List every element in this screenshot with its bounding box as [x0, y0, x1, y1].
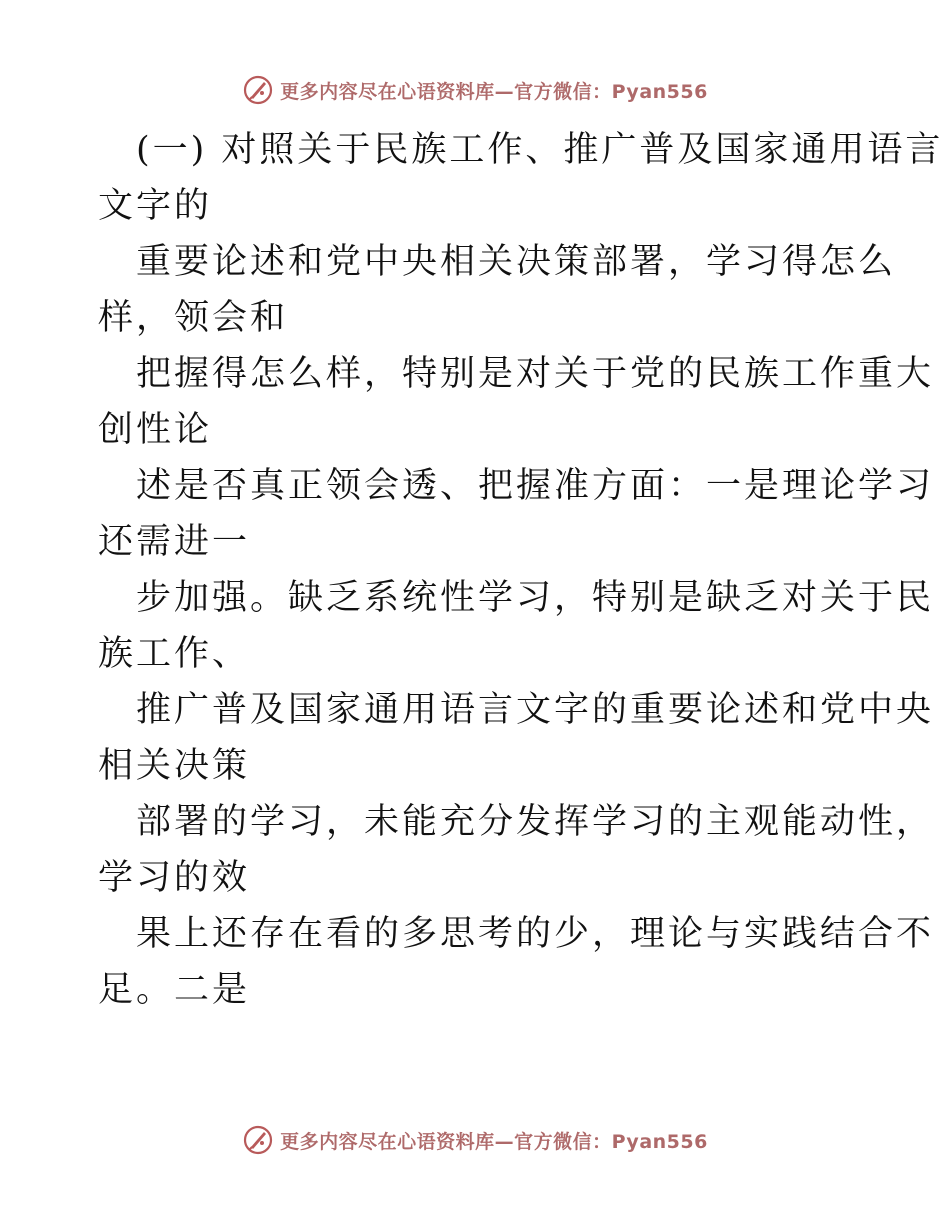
paragraph-line: 推广普及国家通用语言文字的重要论述和党中央 相关决策: [98, 690, 935, 786]
paragraph-line: (一) 对照关于民族工作、推广普及国家通用语言 文字的: [98, 130, 944, 226]
footer-watermark: [0, 1122, 950, 1158]
paragraph-line: 部署的学习，未能充分发挥学习的主观能动性， 学习的效: [98, 802, 935, 898]
quill-logo-icon: [242, 1124, 274, 1156]
watermark-text: 更多内容尽在心语资料库—官方微信：Pyan556: [280, 80, 708, 103]
document-body: [98, 122, 944, 1018]
paragraph-line: 述是否真正领会透、把握准方面：一是理论学习 还需进一: [98, 466, 935, 562]
paragraph-line: 把握得怎么样，特别是对关于党的民族工作重大 创性论: [98, 354, 935, 450]
watermark-text: 更多内容尽在心语资料库—官方微信：Pyan556: [280, 1130, 708, 1153]
paragraph-line: 果上还存在看的多思考的少，理论与实践结合不 足。二是: [98, 914, 935, 1010]
paragraph-line: 重要论述和党中央相关决策部署，学习得怎么 样，领会和: [98, 242, 897, 338]
paragraph-line: 步加强。缺乏系统性学习，特别是缺乏对关于民 族工作、: [98, 578, 935, 674]
header-watermark: [0, 72, 950, 108]
quill-logo-icon: [242, 74, 274, 106]
